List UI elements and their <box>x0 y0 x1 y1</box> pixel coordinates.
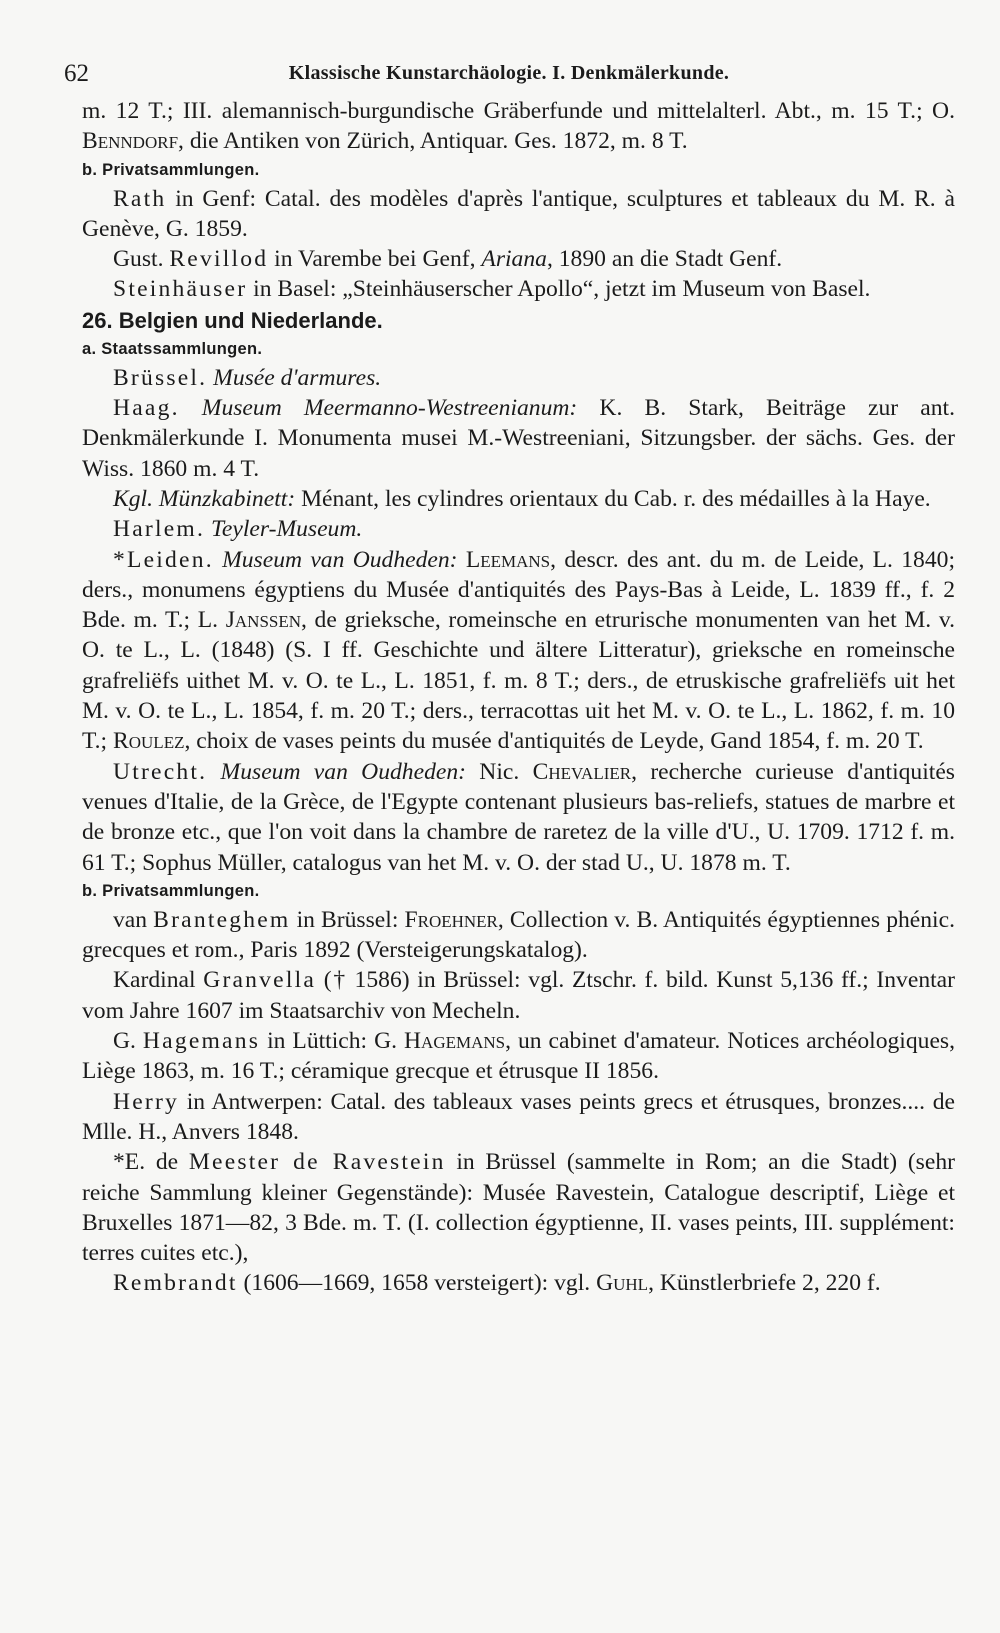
entry-rembrandt: Rembrandt (1606—1669, 1658 versteigert): vgl. Guhl, Künstlerbriefe 2, 220 f. <box>113 1270 881 1297</box>
entry-herry: Herry in Antwerpen: Catal. des tableaux vases peints grecs et étrusques, bronzes.... de Mlle. H., Anvers 1848. <box>82 1088 955 1145</box>
entry-haag: Haag. Museum Meermanno-Westreenianum: K. B. Stark, Beiträge zur ant. Denkmälerkunde I. Monumenta musei M.-Westreeniani, Sitzungsber. der sächs. Ges. der Wiss. 1860 m. 4 T. <box>82 395 955 482</box>
entry-branteghem: van Branteghem in Brüssel: Froehner, Collection v. B. Antiquités égyptiennes phénic. grecques et rom., Paris 1892 (Versteigerungskatalog). <box>82 906 955 964</box>
entry-hagemans: G. Hagemans in Lüttich: G. Hagemans, un cabinet d'amateur. Notices archéologiques, Liège 1863, m. 16 T.; céramique grecque et étrusque II 1856. <box>82 1028 955 1085</box>
entry-steinhaeuser: Steinhäuser in Basel: „Steinhäuserscher Apollo“, jetzt im Museum von Basel. <box>113 276 871 303</box>
entry-leiden: *Leiden. Museum van Oudheden: Leemans, descr. des ant. du m. de Leide, L. 1840; ders., monumens égyptiens du Musée d'antiquités des Pays-Bas à Leide, L. 1839 ff., f. 2 Bde. m. T.; L. Janssen, de grieksche, romeinsche en etrurische monumenten van het M. v. O. te L., L. (1848) (S. I ff. Geschichte und ältere Litteratur), grieksche en romeinsche grafreliëfs uithet M. v. O. te L., L. 1851, f. m. 8 T.; ders., de etruskische grafreliëfs uit het M. v. O. te L., L. 1854, f. m. 20 T.; ders., terracottas uit het M. v. O. te L., L. 1862, f. m. 10 T.; Roulez, choix de vases peints du musée d'antiquités de Leyde, Gand 1854, f. m. 20 T. <box>82 546 955 755</box>
entry-rath: Rath in Genf: Catal. des modèles d'après l'antique, sculptures et tableaux du M. R. à Genève, G. 1859. <box>82 185 955 242</box>
subheading-staatssammlungen: a. Staatssammlungen. <box>82 339 263 358</box>
section-heading-26: 26. Belgien und Niederlande. <box>82 307 383 333</box>
entry-granvella: Kardinal Granvella († 1586) in Brüssel: vgl. Ztschr. f. bild. Kunst 5,136 ff.; Inventar vom Jahre 1607 im Staatsarchiv von Mecheln. <box>82 967 955 1024</box>
subheading-privatsammlungen-2: b. Privatsammlungen. <box>82 881 260 900</box>
running-title: Klassische Kunstarchäologie. I. Denkmälerkunde. <box>288 62 730 84</box>
subheading-privatsammlungen: b. Privatsammlungen. <box>82 160 260 179</box>
page-number: 62 <box>64 60 89 87</box>
entry-kgl-muenzkabinett: Kgl. Münzkabinett: Ménant, les cylindres orientaux du Cab. r. des médailles à la Haye. <box>113 485 931 512</box>
entry-utrecht: Utrecht. Museum van Oudheden: Nic. Chevalier, recherche curieuse d'antiquités venues d'Italie, de la Grèce, de l'Egypte contenant plusieurs bas-reliefs, statues de marbre et de bronze etc., que l'on voit dans la chambre de raretez de la ville d'U., U. 1709. 1712 f. m. 61 T.; Sophus Müller, catalogus van het M. v. O. der stad U., U. 1878 m. T. <box>82 758 955 876</box>
page-header <box>64 60 954 94</box>
paragraph-continuation: m. 12 T.; III. alemannisch-burgundische Gräberfunde und mittelalterl. Abt., m. 15 T.; O. Benndorf, die Antiken von Zürich, Antiquar. Ges. 1872, m. 8 T. <box>82 98 955 155</box>
entry-harlem: Harlem. Teyler-Museum. <box>113 516 363 543</box>
entry-revillod: Gust. Revillod in Varembe bei Genf, Ariana, 1890 an die Stadt Genf. <box>113 246 783 273</box>
entry-meester-de-ravestein: *E. de Meester de Ravestein in Brüssel (sammelte in Rom; an die Stadt) (sehr reiche Sammlung kleiner Gegenstände): Musée Ravestein, Catalogue descriptif, Liège et Bruxelles 1871—82, 3 Bde. m. T. (I. collection égyptienne, II. vases peints, III. supplément: terres cuites etc.), <box>82 1149 955 1267</box>
entry-bruessel: Brüssel. Musée d'armures. <box>113 364 382 391</box>
page-body <box>82 96 955 1299</box>
